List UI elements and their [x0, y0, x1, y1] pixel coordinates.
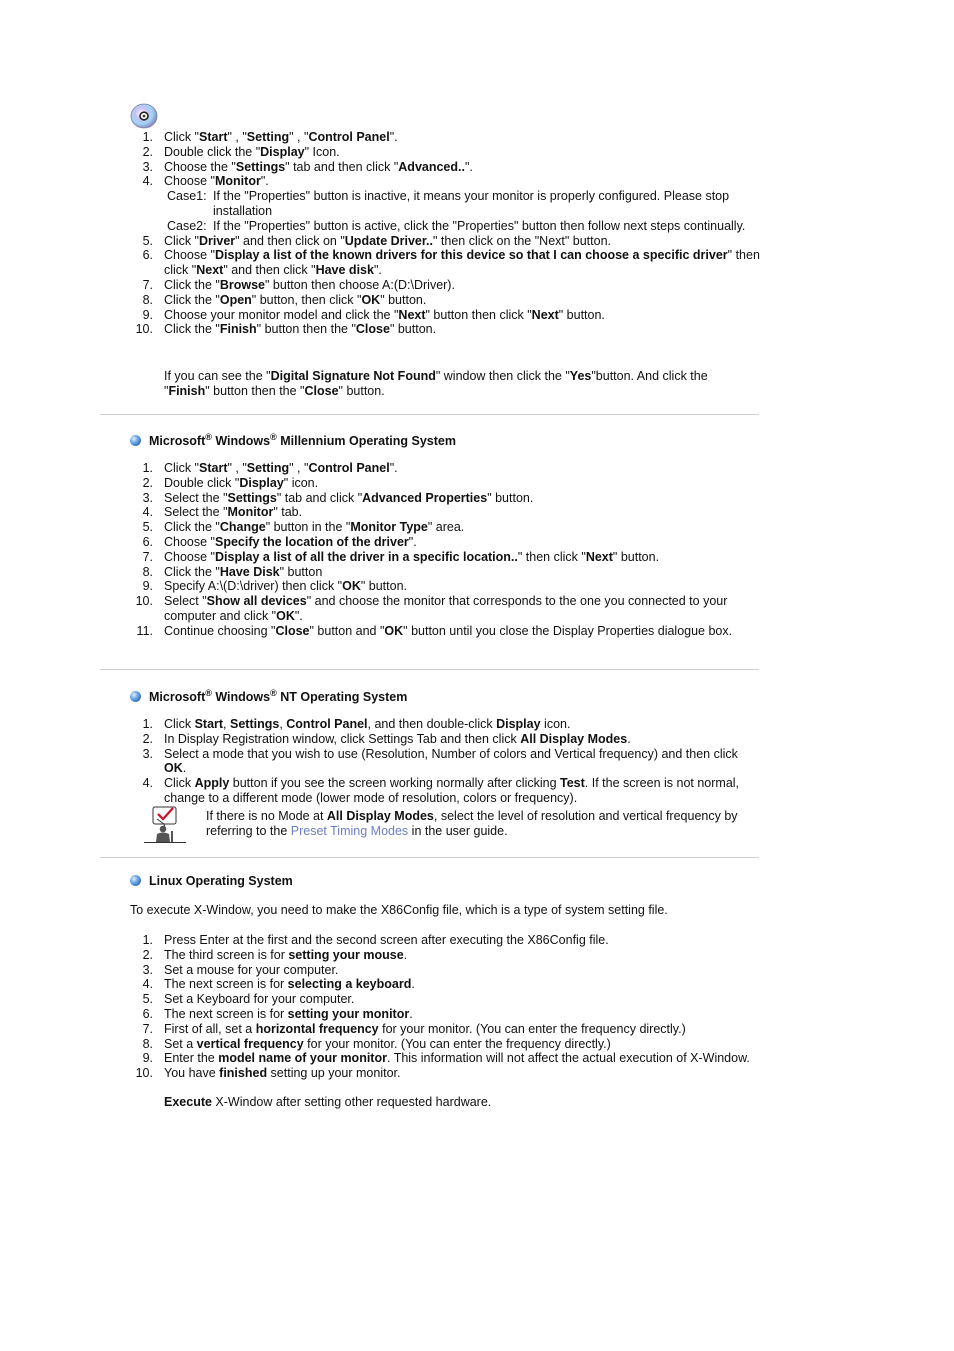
linux-intro: To execute X-Window, you need to make the X86Config file, which is a type of system setting file.	[130, 903, 668, 917]
item-number: 11.	[136, 623, 153, 638]
bold-text: Display a list of all the driver in a specific location..	[215, 549, 518, 564]
item-text: Select the "Monitor" tab.	[164, 505, 303, 520]
bold-text: Next	[196, 263, 224, 278]
item-text: Set a mouse for your computer.	[164, 962, 339, 977]
item-number: 9.	[142, 579, 153, 594]
item-text: Click "Driver" and then click on "Update Driver.." then click on the "Next" button.	[164, 233, 612, 248]
display-modes-note: If there is no Mode at All Display Modes, select the level of resolution and vertical frequency by referring to the Preset Timing Modes in the user guide.	[206, 809, 738, 838]
list-item	[130, 717, 760, 732]
item-number: 2.	[142, 947, 153, 962]
item-text: Click the "Finish" button then the "Close" button.	[164, 322, 437, 337]
bold-text: OK	[164, 761, 183, 776]
list-item	[130, 130, 760, 145]
cd-icon	[130, 103, 158, 129]
case-label: Case2:	[167, 218, 207, 233]
list-item	[130, 278, 760, 293]
bold-text: Show all devices	[206, 594, 307, 609]
list-item	[130, 322, 760, 337]
bold-text: Display	[239, 475, 284, 490]
bold-text: Specify the location of the driver	[215, 534, 409, 549]
list-item	[130, 1022, 760, 1037]
item-number: 1.	[142, 933, 153, 947]
bold-text: Digital Signature Not Found	[270, 369, 436, 383]
bold-text: Have Disk	[219, 564, 280, 579]
item-text: Enter the model name of your monitor. This information will not affect the actual execution of X-Window.	[164, 1051, 750, 1066]
bold-text: Control Panel	[286, 717, 368, 731]
list-item	[130, 747, 760, 777]
divider	[100, 669, 759, 670]
item-text: Select "Show all devices" and choose the monitor that corresponds to the one you connected to your computer and click "OK".	[164, 594, 728, 623]
item-number: 6.	[142, 248, 153, 263]
bold-text: OK	[342, 579, 361, 594]
bold-text: Start	[199, 130, 228, 144]
bold-text: OK	[276, 608, 295, 623]
bullet-icon	[130, 875, 141, 886]
preset-timing-modes-link[interactable]: Preset Timing Modes	[290, 823, 409, 838]
item-number: 5.	[142, 233, 153, 248]
list-item	[130, 732, 760, 747]
list-item	[130, 1066, 760, 1081]
bold-text: Display a list of the known drivers for this device so that I can choose a specific driver	[215, 248, 728, 263]
section-heading-linux: Linux Operating System	[130, 874, 293, 889]
bold-text: model name of your monitor	[218, 1051, 387, 1066]
item-text: Select the "Settings" tab and click "Advanced Properties" button.	[164, 490, 534, 505]
item-text: Choose "Monitor".	[164, 174, 269, 189]
bold-text: Finish	[168, 384, 206, 398]
bold-text: Execute	[164, 1095, 212, 1109]
bold-text: Close	[275, 623, 310, 638]
item-number: 3.	[142, 746, 153, 761]
item-number: 1.	[142, 461, 153, 475]
item-number: 2.	[142, 731, 153, 746]
item-text: Specify A:\(D:\driver) then click "OK" button.	[164, 579, 407, 594]
bold-text: Close	[355, 322, 390, 337]
bold-text: Start	[194, 717, 224, 731]
bold-text: Next	[398, 307, 426, 322]
list-item	[130, 461, 760, 476]
list-item	[130, 505, 760, 520]
digital-signature-note: If you can see the "Digital Signature Not Found" window then click the "Yes"button. And click the "Finish" button then the "Close" button.	[164, 369, 708, 398]
list-item	[130, 1007, 760, 1022]
bold-text: Settings	[230, 717, 280, 731]
item-number: 7.	[142, 549, 153, 564]
case-note	[130, 219, 760, 234]
item-text: Press Enter at the first and the second screen after executing the X86Config file.	[164, 933, 609, 947]
bold-text: Display	[260, 144, 305, 159]
bold-text: Start	[199, 461, 228, 475]
case-label: Case1:	[167, 189, 207, 204]
item-text: Choose "Specify the location of the driver".	[164, 534, 417, 549]
list-item	[130, 992, 760, 1007]
item-text: Choose "Display a list of the known drivers for this device so that I can choose a specific driver" then click "Next" and then click "Have disk".	[164, 248, 760, 278]
list-item	[130, 1051, 760, 1066]
bold-text: Update Driver..	[344, 233, 434, 248]
bold-text: Driver	[199, 233, 236, 248]
divider	[100, 857, 759, 858]
item-text: Continue choosing "Close" button and "OK" button until you close the Display Properties dialogue box.	[164, 623, 733, 638]
list-item	[130, 160, 760, 175]
list-item	[130, 174, 760, 189]
item-text: Click the "Browse" button then choose A:(D:\Driver).	[164, 277, 455, 292]
bold-text: Next	[531, 307, 559, 322]
item-number: 6.	[142, 1006, 153, 1021]
bold-text: finished	[219, 1066, 268, 1081]
bold-text: Control Panel	[308, 130, 390, 144]
section-heading-windows-me: Microsoft® Windows® Millennium Operating System	[130, 430, 456, 449]
bold-text: Open	[219, 292, 252, 307]
item-number: 2.	[142, 475, 153, 490]
bullet-icon	[130, 435, 141, 446]
list-item	[130, 1037, 760, 1052]
item-number: 3.	[142, 159, 153, 174]
item-number: 3.	[142, 962, 153, 977]
item-number: 9.	[142, 1051, 153, 1066]
list-item	[130, 520, 760, 535]
item-number: 8.	[142, 1036, 153, 1051]
linux-steps	[130, 933, 760, 1081]
bold-text: selecting a keyboard	[287, 977, 412, 992]
bold-text: Control Panel	[308, 461, 390, 475]
list-item	[130, 308, 760, 323]
item-number: 2.	[142, 144, 153, 159]
item-text: The third screen is for setting your mouse.	[164, 947, 408, 962]
bold-text: Setting	[246, 130, 290, 144]
bold-text: Have disk	[315, 263, 374, 278]
windows-me-steps	[130, 461, 760, 639]
bold-text: Monitor	[227, 505, 274, 520]
list-item	[130, 248, 760, 278]
item-number: 5.	[142, 520, 153, 535]
item-number: 8.	[142, 292, 153, 307]
bold-text: Monitor	[215, 174, 261, 189]
case-text: If the "Properties" button is inactive, it means your monitor is properly configured. Please stop installation	[213, 189, 730, 218]
item-number: 8.	[142, 564, 153, 579]
bold-text: Finish	[219, 322, 257, 337]
bold-text: All Display Modes	[326, 809, 434, 823]
list-item	[130, 594, 760, 624]
item-number: 10.	[135, 594, 153, 609]
list-item	[130, 145, 760, 160]
list-item	[130, 491, 760, 506]
item-text: Choose the "Settings" tab and then click "Advanced..".	[164, 159, 473, 174]
item-number: 4.	[142, 174, 153, 189]
item-number: 6.	[142, 534, 153, 549]
bold-text: Apply	[194, 776, 230, 791]
bold-text: All Display Modes	[520, 731, 628, 746]
item-text: Choose your monitor model and click the "Next" button then click "Next" button.	[164, 307, 605, 322]
bold-text: Yes	[569, 369, 592, 383]
item-text: Set a Keyboard for your computer.	[164, 992, 355, 1007]
bold-text: Browse	[219, 277, 265, 292]
bold-text: Display	[496, 717, 541, 731]
list-item	[130, 624, 760, 639]
bold-text: OK	[384, 623, 404, 638]
bold-text: Settings	[227, 490, 277, 505]
item-number: 1.	[142, 717, 153, 731]
bold-text: Test	[560, 776, 585, 791]
list-item	[130, 565, 760, 580]
item-number: 4.	[142, 505, 153, 520]
bold-text: vertical frequency	[196, 1036, 304, 1051]
bold-text: Settings	[235, 159, 286, 174]
item-number: 3.	[142, 490, 153, 505]
item-text: First of all, set a horizontal frequency for your monitor. (You can enter the frequency directly.)	[164, 1021, 686, 1036]
item-number: 9.	[142, 307, 153, 322]
bold-text: Close	[304, 384, 339, 398]
item-number: 5.	[142, 992, 153, 1007]
item-text: Select a mode that you wish to use (Resolution, Number of colors and Vertical frequency) and then click OK.	[164, 746, 738, 776]
item-text: Choose "Display a list of all the driver in a specific location.." then click "Next" button.	[164, 549, 660, 564]
item-number: 10.	[135, 322, 153, 337]
divider	[100, 414, 759, 415]
note-person-icon	[143, 806, 187, 844]
item-number: 7.	[142, 1021, 153, 1036]
item-text: In Display Registration window, click Settings Tab and then click All Display Modes.	[164, 731, 631, 746]
list-item	[130, 476, 760, 491]
bold-text: Next	[585, 549, 613, 564]
item-text: Set a vertical frequency for your monitor. (You can enter the frequency directly.)	[164, 1036, 611, 1051]
list-item	[130, 977, 760, 992]
bold-text: horizontal frequency	[255, 1021, 379, 1036]
item-number: 10.	[135, 1066, 153, 1081]
item-text: Click the "Change" button in the "Monitor Type" area.	[164, 520, 465, 535]
section-heading-windows-nt: Microsoft® Windows® NT Operating System	[130, 686, 407, 705]
item-text: Click "Start" , "Setting" , "Control Panel".	[164, 461, 398, 475]
list-item	[130, 535, 760, 550]
bold-text: Setting	[246, 461, 290, 475]
item-text: The next screen is for selecting a keyboard.	[164, 977, 415, 992]
list-item	[130, 933, 760, 948]
windows-nt-steps	[130, 717, 760, 806]
bold-text: Monitor Type	[350, 520, 428, 535]
case-note	[130, 189, 760, 219]
bold-text: Advanced Properties	[362, 490, 488, 505]
list-item	[130, 293, 760, 308]
item-text: Click the "Have Disk" button	[164, 564, 323, 579]
item-text: Click the "Open" button, then click "OK" button.	[164, 292, 427, 307]
list-item	[130, 579, 760, 594]
item-text: You have finished setting up your monitor.	[164, 1066, 401, 1081]
item-text: Double click "Display" icon.	[164, 475, 319, 490]
bold-text: Change	[219, 520, 266, 535]
item-text: The next screen is for setting your monitor.	[164, 1006, 413, 1021]
case-text: If the "Properties" button is active, click the "Properties" button then follow next steps continually.	[213, 218, 746, 233]
item-text: Click Apply button if you see the screen working normally after clicking Test. If the screen is not normal, change to a different mode (lower mode of resolution, colors or frequency).	[164, 776, 740, 805]
item-text: Double click the "Display" Icon.	[164, 144, 340, 159]
item-text: Click "Start" , "Setting" , "Control Panel".	[164, 130, 398, 144]
list-item	[130, 550, 760, 565]
item-text: Click Start, Settings, Control Panel, and then double-click Display icon.	[164, 717, 571, 731]
list-item	[130, 963, 760, 978]
item-number: 7.	[142, 277, 153, 292]
item-number: 1.	[142, 130, 153, 144]
linux-final-step: Execute X-Window after setting other requested hardware.	[164, 1095, 492, 1109]
item-number: 4.	[142, 776, 153, 791]
bold-text: OK	[361, 292, 381, 307]
bullet-icon	[130, 691, 141, 702]
list-item	[130, 948, 760, 963]
list-item	[130, 776, 760, 806]
bold-text: setting your monitor	[287, 1006, 410, 1021]
item-number: 4.	[142, 977, 153, 992]
bold-text: Advanced..	[398, 159, 465, 174]
list-item	[130, 234, 760, 249]
windows-xp-steps	[130, 130, 760, 337]
bold-text: setting your mouse	[288, 947, 404, 962]
